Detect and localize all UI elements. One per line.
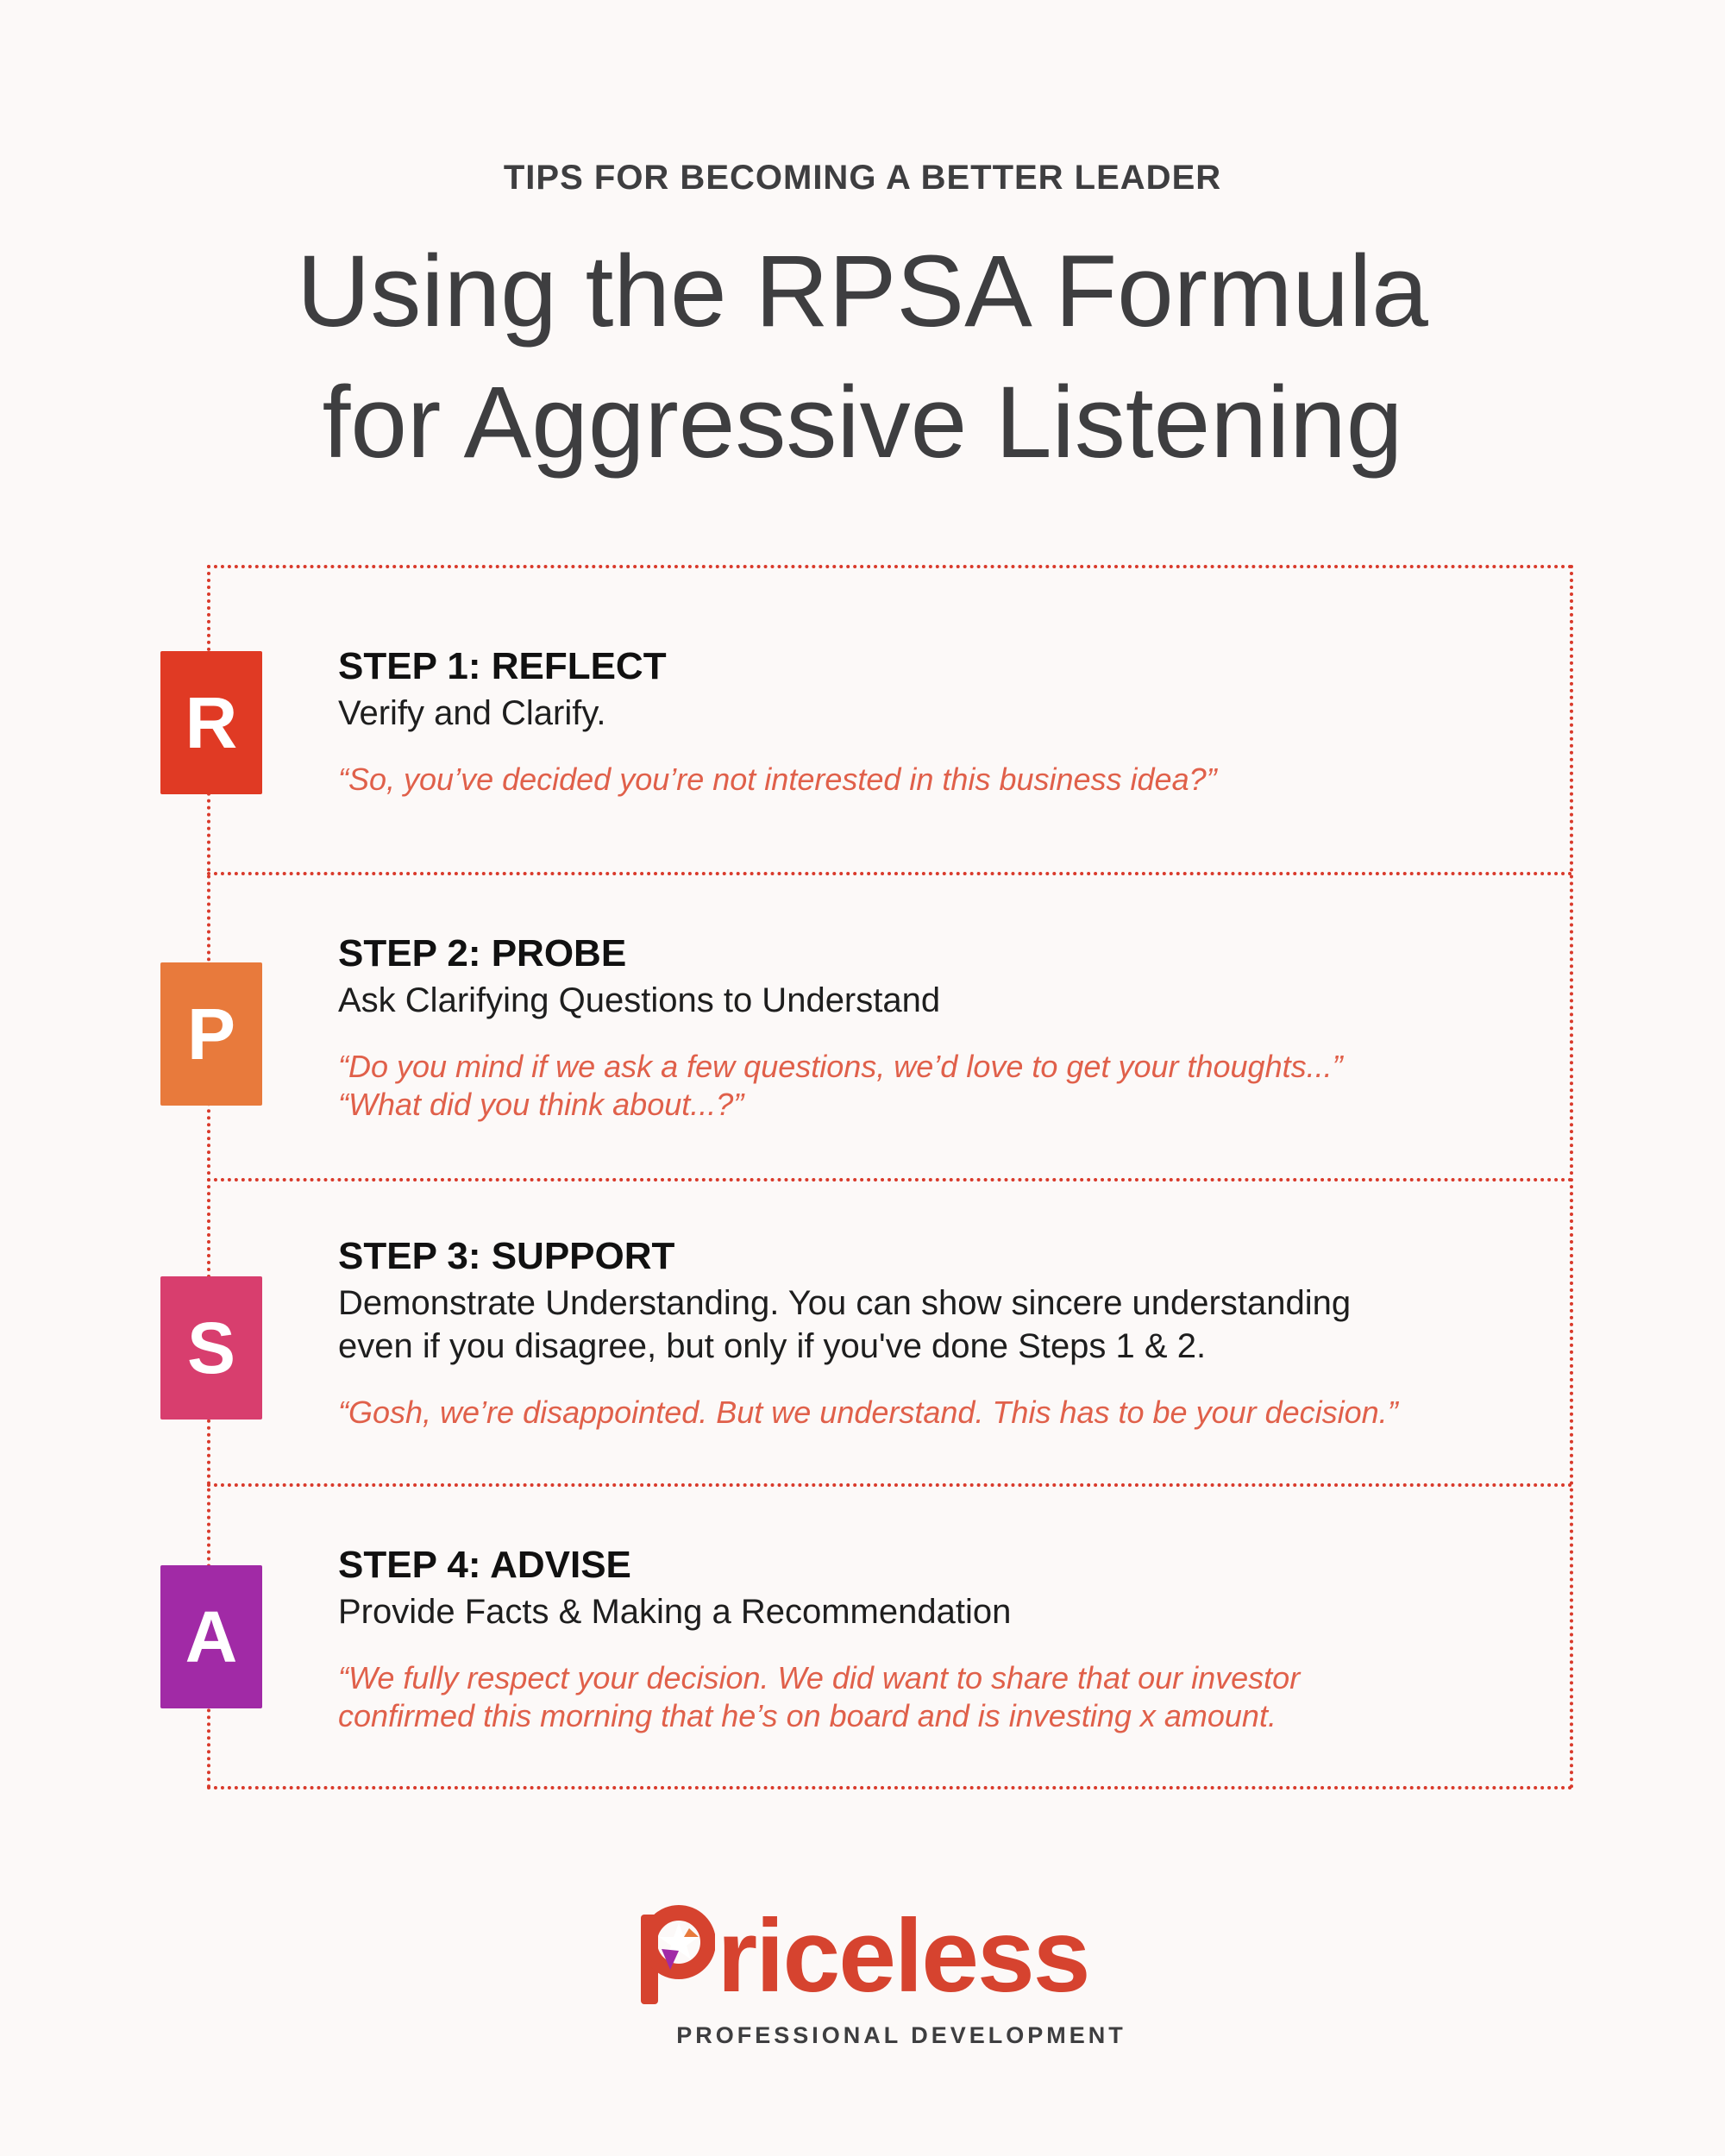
step-4-quote <box>338 1659 1546 1735</box>
step-3-desc-line-1: Demonstrate Understanding. You can show sincere understanding <box>338 1284 1352 1322</box>
step-1 <box>338 643 1546 799</box>
step-2-title: STEP 2: PROBE <box>338 932 627 975</box>
step-3-title: STEP 3: SUPPORT <box>338 1235 675 1277</box>
step-4-desc: Provide Facts & Making a Recommendation <box>338 1593 1012 1631</box>
step-2-quote-line-2: “What did you think about...?” <box>338 1087 744 1122</box>
step-divider-2 <box>207 1178 1573 1181</box>
logo-subtitle: PROFESSIONAL DEVELOPMENT <box>676 2022 1126 2048</box>
step-4-title: STEP 4: ADVISE <box>338 1544 631 1586</box>
step-1-title: STEP 1: REFLECT <box>338 645 667 687</box>
brand-logo <box>0 1897 1725 2049</box>
step-2-quote <box>338 1048 1546 1124</box>
step-2-quote-line-1: “Do you mind if we ask a few questions, we’d love to get your thoughts...” <box>338 1049 1343 1084</box>
step-3-desc <box>338 1282 1546 1368</box>
step-2-desc: Ask Clarifying Questions to Understand <box>338 981 941 1019</box>
logo-word-text: riceless <box>717 1898 1089 2014</box>
step-1-desc: Verify and Clarify. <box>338 694 606 732</box>
title-line-2: for Aggressive Listening <box>322 366 1403 479</box>
step-4-quote-line-2: confirmed this morning that he’s on board and is investing x amount. <box>338 1698 1276 1733</box>
logo-wordmark <box>636 1897 1089 2014</box>
page-title <box>0 226 1725 488</box>
logo-star-p-icon <box>636 1897 715 2008</box>
step-4-quote-line-1: “We fully respect your decision. We did want to share that our investor <box>338 1660 1301 1695</box>
badge-a: A <box>160 1565 262 1708</box>
step-3 <box>338 1233 1546 1432</box>
badge-r: R <box>160 651 262 794</box>
eyebrow-heading: TIPS FOR BECOMING A BETTER LEADER <box>503 159 1222 197</box>
step-3-quote: “Gosh, we’re disappointed. But we understand. This has to be your decision.” <box>338 1395 1398 1430</box>
step-4 <box>338 1542 1546 1735</box>
step-2 <box>338 931 1546 1124</box>
title-line-1: Using the RPSA Formula <box>297 235 1428 348</box>
badge-s: S <box>160 1276 262 1420</box>
step-divider-3 <box>207 1483 1573 1487</box>
badge-p: P <box>160 962 262 1106</box>
step-3-desc-line-2: even if you disagree, but only if you've done Steps 1 & 2. <box>338 1327 1207 1365</box>
step-divider-1 <box>207 872 1573 875</box>
step-1-quote: “So, you’ve decided you’re not interested in this business idea?” <box>338 761 1217 797</box>
